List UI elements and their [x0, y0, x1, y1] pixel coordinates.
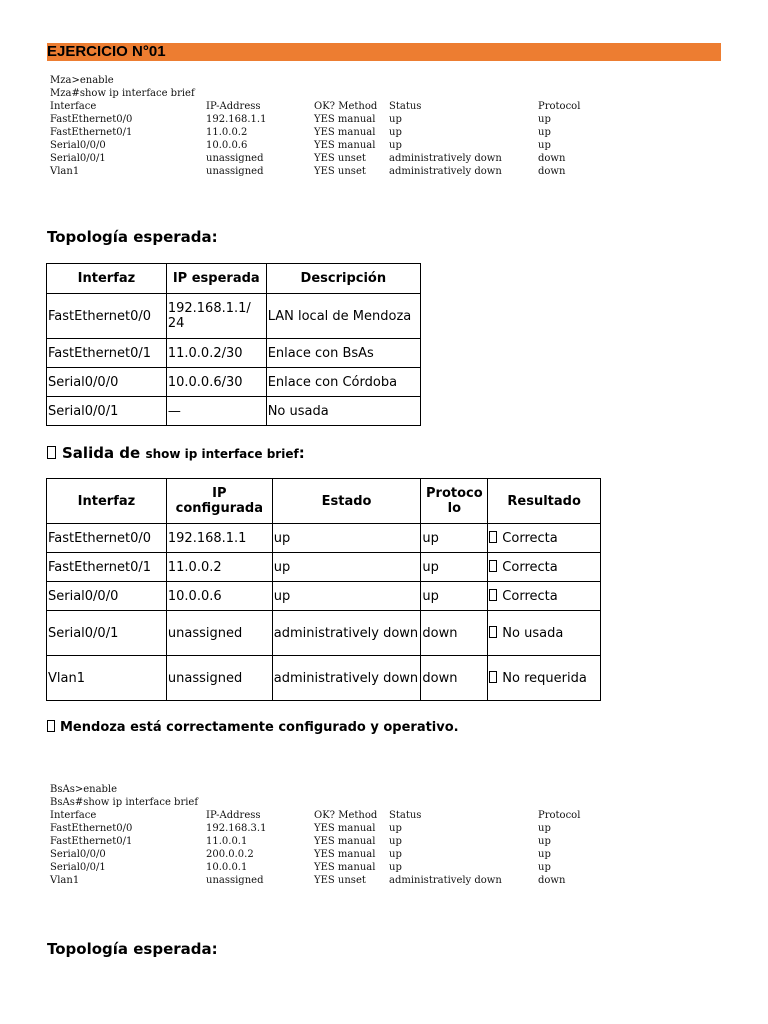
terminal-row: FastEthernet0/0 192.168.3.1 YES manual up up — [50, 823, 551, 834]
table-row — [47, 611, 601, 656]
missing-glyph-icon — [489, 531, 497, 543]
table-header-cell: Interfaz — [47, 479, 167, 524]
table-cell: up — [272, 582, 421, 611]
table-row — [47, 397, 421, 426]
table-cell: Enlace con BsAs — [266, 339, 420, 368]
table-cell: up — [421, 582, 488, 611]
table-cell: Serial0/0/0 — [47, 582, 167, 611]
table-row — [47, 339, 421, 368]
table-header-cell: Protoco lo — [421, 479, 488, 524]
table-row — [47, 524, 601, 553]
missing-glyph-icon — [47, 720, 55, 732]
table-cell: No requerida — [488, 656, 601, 701]
table-cell: administratively down — [272, 656, 421, 701]
table-row — [47, 368, 421, 397]
table-cell: Correcta — [488, 582, 601, 611]
conclusion-note: Mendoza está correctamente configurado y operativo. — [47, 720, 459, 736]
table-cell: Correcta — [488, 524, 601, 553]
terminal-header-row: Interface IP-Address OK? Method Status Protocol — [50, 810, 581, 821]
terminal-row: Vlan1 unassigned YES unset administratively down down — [50, 875, 566, 886]
missing-glyph-icon — [47, 446, 56, 459]
terminal-row: FastEthernet0/0 192.168.1.1 YES manual up up — [50, 114, 551, 125]
table-cell: administratively down — [272, 611, 421, 656]
table-cell: LAN local de Mendoza — [266, 294, 420, 339]
table-cell: 11.0.0.2/30 — [166, 339, 266, 368]
command-name: show ip interface brief — [145, 447, 299, 461]
table-header-cell: Interfaz — [47, 264, 167, 294]
missing-glyph-icon — [489, 671, 497, 683]
terminal-row: Serial0/0/1 unassigned YES unset administratively down down — [50, 153, 566, 164]
expected-topology-table — [46, 263, 421, 426]
table-cell: up — [421, 553, 488, 582]
terminal-command: Mza#show ip interface brief — [50, 88, 195, 99]
table-cell: FastEthernet0/0 — [47, 524, 167, 553]
table-row — [47, 582, 601, 611]
table-cell: FastEthernet0/1 — [47, 339, 167, 368]
section-heading-topology: Topología esperada: — [47, 228, 218, 246]
table-cell: up — [272, 553, 421, 582]
missing-glyph-icon — [489, 560, 497, 572]
table-cell: Vlan1 — [47, 656, 167, 701]
table-cell: 10.0.0.6/30 — [166, 368, 266, 397]
table-row — [47, 294, 421, 339]
table-cell: down — [421, 656, 488, 701]
table-header-cell: IP configurada — [166, 479, 272, 524]
table-cell: No usada — [488, 611, 601, 656]
table-cell: 10.0.0.6 — [166, 582, 272, 611]
table-cell: — — [166, 397, 266, 426]
table-cell: unassigned — [166, 656, 272, 701]
table-cell: 192.168.1.1 — [166, 524, 272, 553]
terminal-command: Mza>enable — [50, 75, 114, 86]
exercise-banner — [47, 43, 721, 61]
terminal-row: FastEthernet0/1 11.0.0.1 YES manual up up — [50, 836, 551, 847]
table-cell: Enlace con Córdoba — [266, 368, 420, 397]
table-header-cell: IP esperada — [166, 264, 266, 294]
table-cell: Serial0/0/1 — [47, 397, 167, 426]
terminal-command: BsAs#show ip interface brief — [50, 797, 199, 808]
table-cell: up — [421, 524, 488, 553]
table-header-cell: Descripción — [266, 264, 420, 294]
terminal-command: BsAs>enable — [50, 784, 118, 795]
table-cell: Serial0/0/1 — [47, 611, 167, 656]
missing-glyph-icon — [489, 589, 497, 601]
section-heading-topology-2: Topología esperada: — [47, 940, 218, 958]
terminal-row: Serial0/0/0 200.0.0.2 YES manual up up — [50, 849, 551, 860]
table-cell: 192.168.1.1/ 24 — [166, 294, 266, 339]
terminal-row: FastEthernet0/1 11.0.0.2 YES manual up up — [50, 127, 551, 138]
terminal-output-bsas — [50, 783, 581, 887]
table-cell: 11.0.0.2 — [166, 553, 272, 582]
table-row — [47, 656, 601, 701]
exercise-title: EJERCICIO N°01 — [47, 43, 166, 60]
interface-output-table — [46, 478, 601, 701]
table-cell: FastEthernet0/1 — [47, 553, 167, 582]
terminal-row: Vlan1 unassigned YES unset administratively down down — [50, 166, 566, 177]
table-cell: unassigned — [166, 611, 272, 656]
table-cell: down — [421, 611, 488, 656]
terminal-row: Serial0/0/0 10.0.0.6 YES manual up up — [50, 140, 551, 151]
table-row — [47, 553, 601, 582]
table-cell: up — [272, 524, 421, 553]
table-header-row — [47, 479, 601, 524]
table-cell: No usada — [266, 397, 420, 426]
terminal-row: Serial0/0/1 10.0.0.1 YES manual up up — [50, 862, 551, 873]
table-header-row — [47, 264, 421, 294]
table-cell: Serial0/0/0 — [47, 368, 167, 397]
table-header-cell: Estado — [272, 479, 421, 524]
table-cell: Correcta — [488, 553, 601, 582]
table-cell: FastEthernet0/0 — [47, 294, 167, 339]
section-heading-output: Salida de show ip interface brief: — [47, 444, 305, 463]
terminal-header-row: Interface IP-Address OK? Method Status Protocol — [50, 101, 581, 112]
terminal-output-mendoza — [50, 74, 581, 178]
table-header-cell: Resultado — [488, 479, 601, 524]
missing-glyph-icon — [489, 626, 497, 638]
